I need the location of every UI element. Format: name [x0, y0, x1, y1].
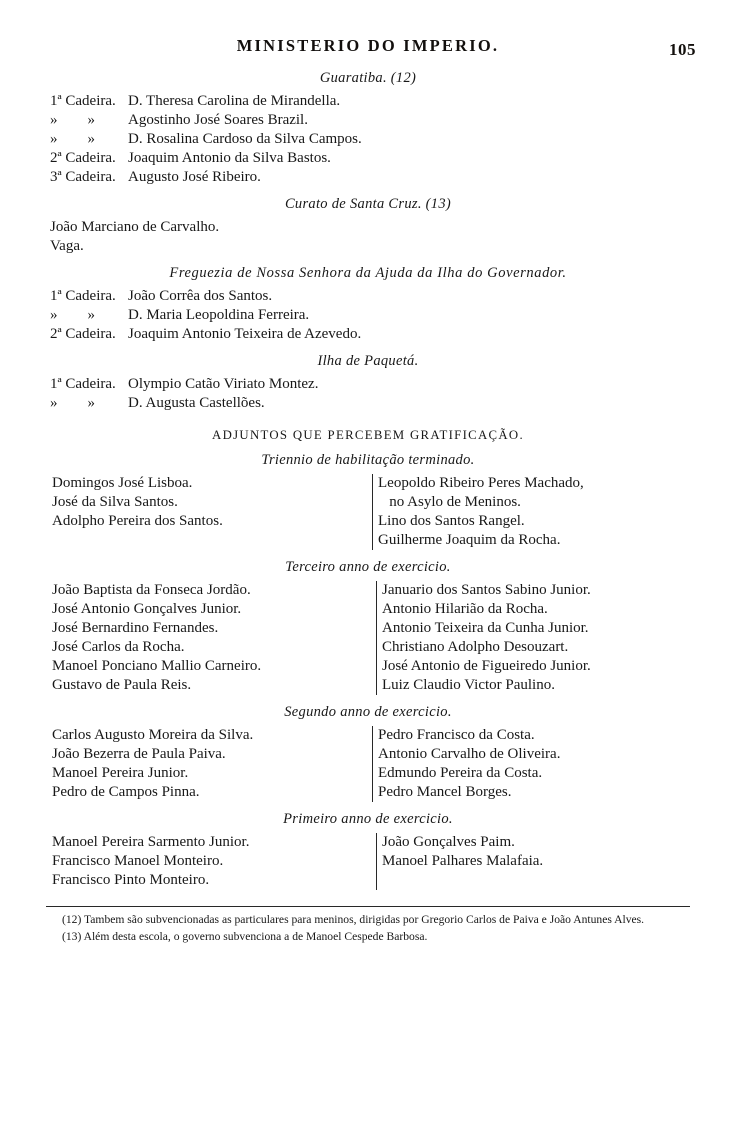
section-heading: Ilha de Paquetá. — [317, 353, 419, 369]
list-item: Antonio Teixeira da Cunha Junior. — [382, 620, 589, 636]
list-item: Januario dos Santos Sabino Junior. — [382, 582, 591, 598]
column-left — [52, 833, 376, 890]
list-item — [44, 111, 692, 130]
entry-name: Olympio Catão Viriato Montez. — [128, 376, 319, 392]
list-item — [44, 287, 692, 306]
entry-name: D. Maria Leopoldina Ferreira. — [128, 307, 310, 323]
page-title: MINISTERIO DO IMPERIO. — [236, 36, 500, 55]
column-left — [52, 474, 372, 550]
section-adjuntos — [44, 428, 692, 890]
list-item: Edmundo Pereira da Costa. — [378, 765, 543, 781]
list-item: Vaga. — [50, 238, 84, 254]
entry-label: » » — [50, 307, 95, 323]
list-item: José Antonio de Figueiredo Junior. — [382, 658, 591, 674]
list-item: Manoel Palhares Malafaia. — [382, 853, 544, 869]
entry-label: » » — [50, 395, 95, 411]
list-item: Guilherme Joaquim da Rocha. — [378, 532, 561, 548]
list-item: Domingos José Lisboa. — [52, 475, 193, 491]
group-heading: Primeiro anno de exercicio. — [283, 811, 453, 827]
list-item — [44, 92, 692, 111]
entry-list — [44, 375, 692, 413]
column-left — [52, 726, 372, 802]
list-item — [44, 375, 692, 394]
entry-name: D. Augusta Castellões. — [128, 395, 265, 411]
list-item — [44, 168, 692, 187]
list-item: Francisco Manoel Monteiro. — [52, 853, 224, 869]
column-right — [372, 726, 692, 802]
list-item: Leopoldo Ribeiro Peres Machado, — [378, 475, 584, 491]
section-heading: Freguezia de Nossa Senhora da Ajuda da Ilha do Governador. — [169, 265, 567, 281]
entry-label: 2ª Cadeira. — [50, 326, 116, 342]
list-item: Antonio Carvalho de Oliveira. — [378, 746, 561, 762]
list-item — [44, 306, 692, 325]
entry-name: Joaquim Antonio Teixeira de Azevedo. — [128, 326, 362, 342]
entry-name: D. Rosalina Cardoso da Silva Campos. — [128, 131, 362, 147]
section-curato-santa-cruz — [44, 196, 692, 256]
entry-label: » » — [50, 131, 95, 147]
group-triennio — [44, 452, 692, 550]
column-right — [372, 474, 692, 550]
footnote-divider — [46, 906, 690, 907]
footnote: (13) Além desta escola, o governo subvenciona a de Manoel Cespede Barbosa. — [62, 929, 428, 943]
entry-label: 1ª Cadeira. — [50, 288, 116, 304]
list-item: José Carlos da Rocha. — [52, 639, 185, 655]
entry-name: D. Theresa Carolina de Mirandella. — [128, 93, 341, 109]
list-item: Lino dos Santos Rangel. — [378, 513, 525, 529]
group-terceiro-anno — [44, 559, 692, 695]
entry-name: João Corrêa dos Santos. — [128, 288, 273, 304]
section-heading: Curato de Santa Cruz. (13) — [284, 196, 452, 212]
list-item — [44, 149, 692, 168]
list-item: João Gonçalves Paim. — [382, 834, 515, 850]
list-item: Pedro Mancel Borges. — [378, 784, 512, 800]
list-item: no Asylo de Meninos. — [378, 494, 521, 510]
entry-label: 3ª Cadeira. — [50, 169, 116, 185]
page-number: 105 — [669, 40, 696, 59]
list-item: João Bezerra de Paula Paiva. — [52, 746, 226, 762]
list-item: Pedro de Campos Pinna. — [52, 784, 200, 800]
list-item: Adolpho Pereira dos Santos. — [52, 513, 223, 529]
list-item: Gustavo de Paula Reis. — [52, 677, 192, 693]
list-item — [44, 394, 692, 413]
list-item: José da Silva Santos. — [52, 494, 178, 510]
group-heading: Segundo anno de exercicio. — [284, 704, 452, 720]
entry-name: Agostinho José Soares Brazil. — [128, 112, 308, 128]
entry-list — [44, 92, 692, 187]
list-item: Carlos Augusto Moreira da Silva. — [52, 727, 254, 743]
list-item: Manoel Pereira Sarmento Junior. — [52, 834, 250, 850]
two-column-list — [44, 581, 692, 695]
entry-list — [44, 218, 692, 256]
entry-label: 1ª Cadeira. — [50, 93, 116, 109]
list-item — [44, 130, 692, 149]
section-ilha-paqueta — [44, 353, 692, 413]
footnotes — [44, 913, 692, 944]
column-left — [52, 581, 376, 695]
list-item: Antonio Hilarião da Rocha. — [382, 601, 548, 617]
footnote: (12) Tambem são subvencionadas as particulares para meninos, dirigidas por Gregorio Carlos de Paiva e João Antunes Alves. — [62, 913, 645, 926]
list-item: Luiz Claudio Victor Paulino. — [382, 677, 555, 693]
list-item: Francisco Pinto Monteiro. — [52, 872, 210, 888]
column-right — [376, 581, 692, 695]
entry-name: Augusto José Ribeiro. — [128, 169, 261, 185]
list-item: Christiano Adolpho Desouzart. — [382, 639, 569, 655]
entry-list — [44, 287, 692, 344]
list-item — [44, 325, 692, 344]
two-column-list — [44, 726, 692, 802]
list-item: Manoel Ponciano Mallio Carneiro. — [52, 658, 262, 674]
two-column-list — [44, 833, 692, 890]
list-item: José Antonio Gonçalves Junior. — [52, 601, 242, 617]
section-guaratiba — [44, 70, 692, 187]
section-freguezia-ajuda — [44, 265, 692, 344]
entry-label: 1ª Cadeira. — [50, 376, 116, 392]
entry-label: » » — [50, 112, 95, 128]
list-item: Manoel Pereira Junior. — [52, 765, 189, 781]
column-right — [376, 833, 692, 890]
entry-name: Joaquim Antonio da Silva Bastos. — [128, 150, 331, 166]
list-item: João Marciano de Carvalho. — [50, 219, 220, 235]
group-primeiro-anno — [44, 811, 692, 890]
section-heading: Guaratiba. (12) — [319, 70, 417, 86]
entry-label: 2ª Cadeira. — [50, 150, 116, 166]
list-item: Pedro Francisco da Costa. — [378, 727, 535, 743]
two-column-list — [44, 474, 692, 550]
list-item: José Bernardino Fernandes. — [52, 620, 219, 636]
group-segundo-anno — [44, 704, 692, 802]
group-heading: Terceiro anno de exercicio. — [285, 559, 451, 575]
list-item: João Baptista da Fonseca Jordão. — [52, 582, 251, 598]
group-heading: Triennio de habilitação terminado. — [261, 452, 475, 468]
page-header — [44, 36, 696, 60]
adjuntos-heading: ADJUNTOS QUE PERCEBEM GRATIFICAÇÃO. — [212, 428, 524, 442]
